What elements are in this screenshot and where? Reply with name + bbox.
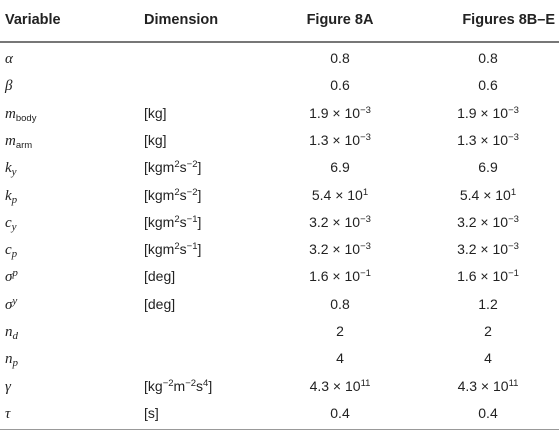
variable-superscript: y	[12, 294, 18, 307]
figures-8b-e-value	[418, 99, 558, 128]
figures-8b-e-value	[418, 235, 558, 264]
table-row	[0, 99, 559, 128]
dimension-text: [kg]	[144, 104, 167, 121]
value-text: 4	[336, 350, 344, 367]
figures-8b-e-value	[418, 372, 558, 401]
variable-cell	[5, 290, 17, 319]
value-exponent: −3	[508, 241, 519, 253]
value-text: 1.2	[478, 295, 498, 312]
figures-8b-e-value	[418, 290, 558, 319]
variable-symbol: c	[5, 214, 12, 231]
variable-subscript: d	[12, 330, 18, 342]
dimension-cell	[144, 181, 201, 210]
variable-symbol: τ	[5, 405, 11, 422]
variable-cell	[5, 181, 17, 210]
dimension-cell	[144, 153, 201, 182]
variable-subscript: p	[11, 193, 18, 206]
variable-cell	[5, 399, 10, 428]
value-mantissa: 5.4 × 10	[459, 186, 511, 203]
dimension-cell	[144, 290, 175, 319]
value-text: 6.9	[478, 159, 498, 176]
figure-8a-value	[270, 399, 410, 428]
value-mantissa: 1.6 × 10	[309, 268, 361, 285]
value-text: 0.8	[478, 50, 498, 66]
variable-symbol: σ	[5, 296, 13, 313]
table-row	[0, 290, 559, 319]
value-exponent: 1	[510, 186, 517, 198]
table-row	[0, 71, 559, 100]
figure-8a-value	[270, 181, 410, 210]
dimension-exponent: 2	[174, 186, 180, 198]
variable-symbol: n	[5, 351, 13, 368]
figures-8b-e-value	[418, 399, 558, 428]
variable-subscript: body	[15, 112, 37, 124]
variable-symbol: k	[5, 160, 12, 177]
value-exponent: −3	[508, 213, 519, 225]
dimension-cell	[144, 235, 201, 264]
dimension-cell	[144, 99, 167, 128]
dimension-part: s	[179, 186, 187, 203]
figures-8b-e-value	[418, 71, 558, 100]
variable-symbol: n	[5, 324, 13, 340]
variable-subscript: y	[11, 166, 17, 179]
value-exponent: −1	[508, 268, 519, 280]
value-exponent: −3	[360, 241, 371, 253]
table-row	[0, 262, 559, 291]
dimension-part: ]	[197, 241, 202, 258]
table-header-row	[0, 6, 559, 35]
dimension-text: [deg]	[144, 295, 176, 312]
value-text: 0.4	[330, 404, 350, 421]
value-exponent: 1	[362, 186, 369, 198]
dimension-exponent: 2	[174, 213, 180, 225]
value-text: 0.6	[330, 77, 350, 94]
table-row	[0, 235, 559, 264]
value-mantissa: 4.3 × 10	[309, 377, 361, 394]
figures-8b-e-value	[418, 344, 558, 373]
figure-8a-value	[270, 344, 410, 373]
value-text: 6.9	[330, 159, 350, 176]
dimension-text: [s]	[144, 404, 159, 421]
dimension-part: s	[179, 159, 187, 176]
dimension-exponent: 4	[203, 377, 209, 389]
variable-cell	[5, 71, 12, 100]
table-row	[0, 372, 559, 401]
value-mantissa: 3.2 × 10	[309, 213, 361, 230]
variable-symbol: m	[5, 105, 16, 122]
value-exponent: 11	[508, 377, 519, 389]
dimension-exponent: −2	[186, 159, 198, 171]
dimension-part: s	[179, 241, 187, 258]
dimension-part: [kgm	[144, 241, 175, 258]
variable-cell	[5, 44, 13, 73]
dimension-exponent: 2	[174, 159, 180, 171]
dimension-text: [kg]	[144, 131, 167, 148]
variable-superscript: p	[12, 267, 18, 280]
figure-8a-value	[270, 372, 410, 401]
variable-cell	[5, 317, 18, 346]
table-row	[0, 126, 559, 155]
variable-symbol: k	[5, 187, 12, 204]
figure-8a-value	[270, 153, 410, 182]
variable-symbol: γ	[5, 378, 11, 395]
dimension-exponent: −1	[186, 213, 198, 225]
variable-subscript: arm	[15, 139, 33, 151]
variable-cell	[5, 262, 18, 291]
variable-subscript: p	[11, 248, 18, 261]
value-mantissa: 3.2 × 10	[457, 241, 509, 258]
figures-8b-e-value	[418, 208, 558, 237]
value-exponent: −3	[508, 131, 519, 143]
value-mantissa: 1.9 × 10	[309, 104, 361, 121]
figures-8b-e-value	[418, 317, 558, 346]
figures-8b-e-value	[418, 153, 558, 182]
value-exponent: −3	[360, 104, 371, 116]
variable-symbol: m	[5, 132, 16, 149]
value-exponent: −3	[360, 131, 371, 143]
figure-8a-value	[270, 208, 410, 237]
value-mantissa: 3.2 × 10	[457, 213, 509, 230]
dimension-exponent: −1	[186, 241, 198, 253]
dimension-part: ]	[197, 159, 202, 176]
figures-8b-e-value	[418, 181, 558, 210]
figure-8a-value	[270, 99, 410, 128]
variable-cell	[5, 126, 32, 155]
dimension-part: m	[173, 377, 186, 394]
table-row	[0, 44, 559, 73]
dimension-part: ]	[197, 213, 202, 230]
dimension-part: ]	[197, 186, 202, 203]
value-exponent: −3	[360, 213, 371, 225]
dimension-part: s	[196, 377, 204, 394]
figures-8b-e-value	[418, 262, 558, 291]
variable-subscript: p	[12, 357, 18, 370]
variable-cell	[5, 153, 17, 182]
value-exponent: −1	[360, 268, 371, 280]
figure-8a-value	[270, 262, 410, 291]
variable-symbol: α	[5, 51, 13, 67]
value-mantissa: 1.3 × 10	[457, 131, 509, 148]
table-row	[0, 399, 559, 428]
header-variable: Variable	[5, 12, 61, 28]
figures-8b-e-value	[418, 126, 558, 155]
variable-subscript: y	[11, 220, 17, 233]
dimension-cell	[144, 372, 212, 401]
variable-cell	[5, 235, 17, 264]
table-row	[0, 317, 559, 346]
variable-symbol: β	[5, 78, 13, 95]
value-text: 0.6	[478, 77, 498, 94]
header-figure-8a: Figure 8A	[306, 12, 374, 28]
header-divider	[0, 41, 559, 43]
figure-8a-value	[270, 317, 410, 346]
figure-8a-value	[270, 44, 410, 73]
variable-cell	[5, 372, 11, 401]
dimension-exponent: 2	[174, 241, 180, 253]
variable-cell	[5, 208, 17, 237]
table-row	[0, 344, 559, 373]
value-mantissa: 3.2 × 10	[309, 241, 361, 258]
dimension-cell	[144, 208, 201, 237]
value-mantissa: 1.3 × 10	[309, 131, 361, 148]
value-text: 2	[484, 323, 492, 339]
value-mantissa: 1.6 × 10	[457, 268, 509, 285]
dimension-part: [kgm	[144, 186, 175, 203]
variable-symbol: c	[5, 242, 12, 259]
dimension-text: [deg]	[144, 268, 176, 285]
dimension-part: [kgm	[144, 213, 175, 230]
dimension-part: s	[179, 213, 187, 230]
value-exponent: −3	[508, 104, 519, 116]
header-figures-8b-e: Figures 8B–E	[462, 12, 555, 28]
value-mantissa: 1.9 × 10	[457, 104, 509, 121]
figure-8a-value	[270, 71, 410, 100]
dimension-part: [kg	[144, 377, 163, 394]
variable-cell	[5, 344, 18, 373]
figure-8a-value	[270, 126, 410, 155]
table-row	[0, 181, 559, 210]
figure-8a-value	[270, 290, 410, 319]
dimension-exponent: −2	[185, 377, 197, 389]
figures-8b-e-value	[418, 44, 558, 73]
value-text: 0.8	[330, 295, 350, 312]
header-dimension: Dimension	[144, 12, 219, 28]
value-text: 0.4	[478, 404, 498, 421]
value-text: 2	[336, 323, 344, 339]
table-row	[0, 153, 559, 182]
dimension-exponent: −2	[186, 186, 198, 198]
dimension-cell	[144, 262, 175, 291]
dimension-cell	[144, 126, 167, 155]
figure-8a-value	[270, 235, 410, 264]
dimension-part: ]	[208, 377, 213, 394]
dimension-part: [kgm	[144, 159, 175, 176]
table-row	[0, 208, 559, 237]
variable-symbol: σ	[5, 269, 13, 286]
dimension-exponent: −2	[162, 377, 174, 389]
value-mantissa: 4.3 × 10	[457, 377, 509, 394]
value-text: 4	[484, 350, 492, 367]
value-text: 0.8	[330, 50, 350, 66]
variable-cell	[5, 99, 36, 128]
value-exponent: 11	[360, 377, 371, 389]
dimension-cell	[144, 399, 159, 428]
value-mantissa: 5.4 × 10	[311, 186, 363, 203]
